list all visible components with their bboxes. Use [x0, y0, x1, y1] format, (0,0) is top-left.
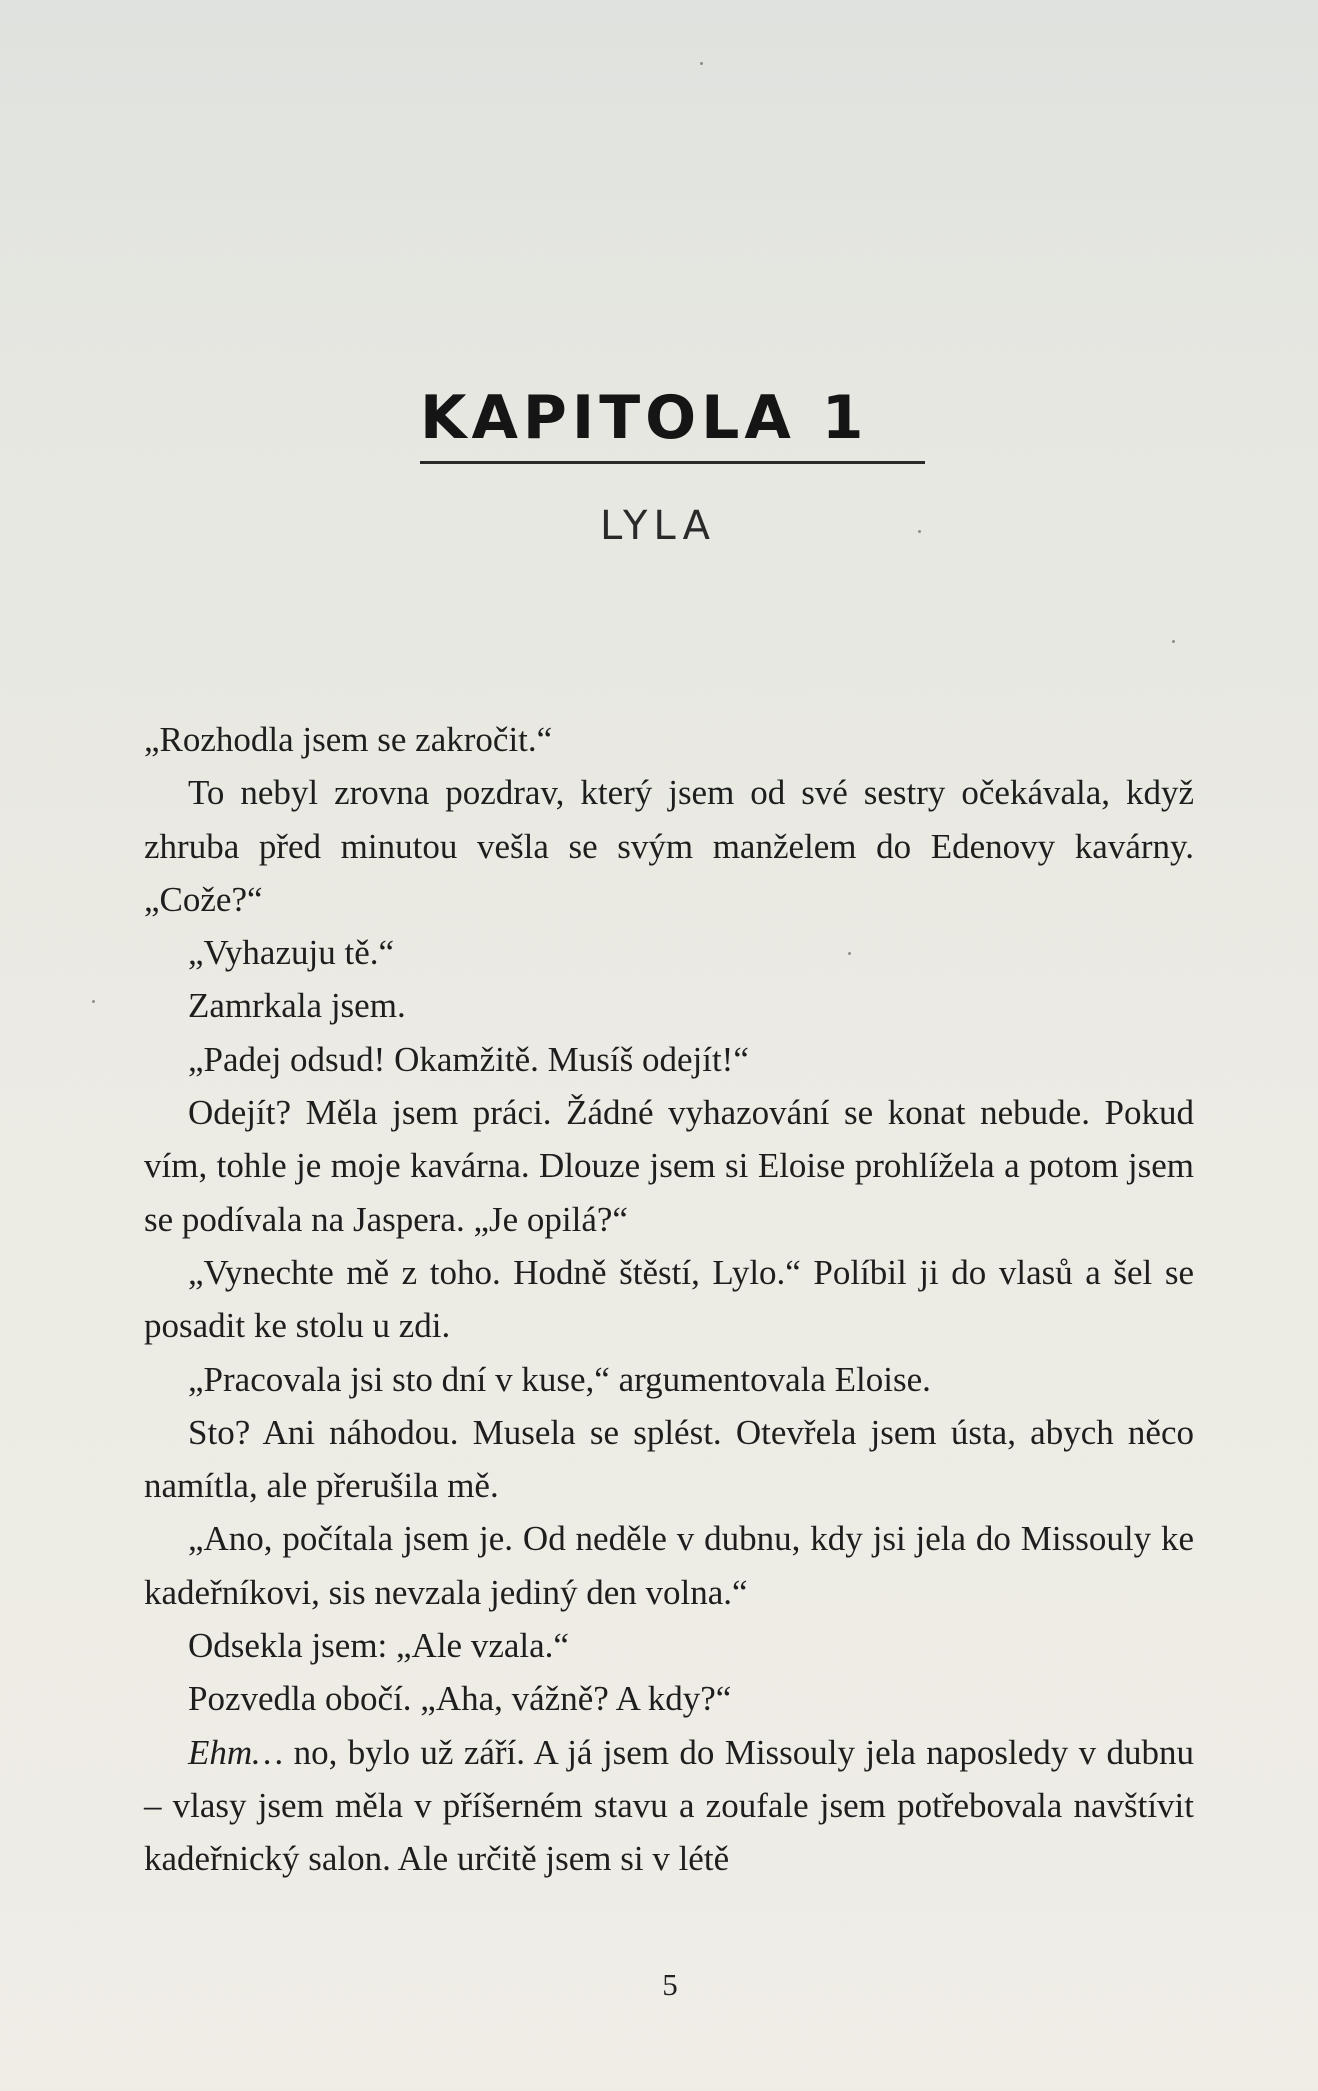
paragraph-rest: no, bylo už září. A já jsem do Missouly jela naposledy v dubnu – vlasy jsem měla v příšerném stavu a zoufale jsem potřebovala navštívit kadeřnický salon. Ale určitě jsem si v létě — [144, 1732, 1194, 1879]
paragraph: Zamrkala jsem. — [188, 986, 406, 1026]
paper-speck — [92, 1000, 95, 1003]
paragraph: To nebyl zrovna pozdrav, který jsem od své sestry očekávala, když zhruba před minutou vešla se svým manželem do Edenovy kavárny. „Cože?“ — [144, 773, 1194, 919]
paragraph — [144, 1726, 1194, 1886]
paragraph: „Ano, počítala jsem je. Od neděle v dubnu, kdy jsi jela do Missouly ke kadeřníkovi, sis nevzala jediný den volna.“ — [144, 1519, 1194, 1612]
paragraph-italic-lead: Ehm… — [188, 1732, 284, 1772]
paper-speck — [918, 530, 921, 533]
chapter-title-underline — [420, 461, 925, 464]
paragraph: Odsekla jsem: „Ale vzala.“ — [188, 1626, 569, 1666]
chapter-title: KAPITOLA 1 — [420, 383, 869, 453]
paragraph: Odejít? Měla jsem práci. Žádné vyhazování se konat nebude. Pokud vím, tohle je moje kavárna. Dlouze jsem si Eloise prohlížela a potom jsem se podívala na Jaspera. „Je opilá?“ — [144, 1093, 1194, 1239]
paragraph: Pozvedla obočí. „Aha, vážně? A kdy?“ — [188, 1679, 732, 1719]
paragraph: „Rozhodla jsem se zakročit.“ — [144, 720, 553, 759]
paper-speck — [700, 62, 703, 65]
paragraph: Sto? Ani náhodou. Musela se splést. Otevřela jsem ústa, abych něco namítla, ale přerušila mě. — [144, 1412, 1194, 1506]
paper-speck — [848, 952, 851, 955]
paper-speck — [1172, 640, 1175, 643]
page-number: 5 — [662, 1967, 678, 2002]
paragraph: „Vyhazuju tě.“ — [188, 933, 395, 973]
paragraph: „Vynechte mě z toho. Hodně štěstí, Lylo.“ Políbil ji do vlasů a šel se posadit ke stolu u zdi. — [144, 1252, 1194, 1346]
chapter-body — [144, 713, 1194, 1886]
paragraph: „Pracovala jsi sto dní v kuse,“ argumentovala Eloise. — [188, 1359, 931, 1399]
paragraph: „Padej odsud! Okamžitě. Musíš odejít!“ — [188, 1039, 749, 1079]
chapter-subtitle: LYLA — [600, 503, 716, 549]
